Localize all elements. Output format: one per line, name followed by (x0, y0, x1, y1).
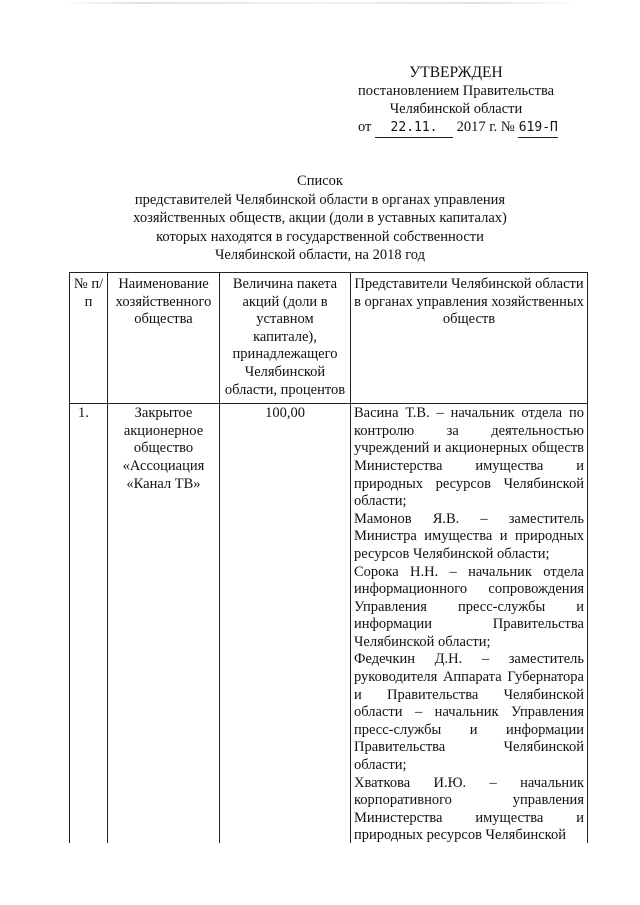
scan-edge-artifact (60, 2, 580, 4)
table-header-row (70, 273, 588, 404)
heading-line-3: хозяйственных обществ, акции (доли в уставных капиталах) (133, 210, 507, 226)
row-share: 100,00 (220, 404, 351, 847)
approval-number: 619-П (518, 119, 558, 138)
approval-title: УТВЕРЖДЕН (409, 64, 503, 81)
list-heading (100, 172, 540, 265)
approval-prefix: от (358, 119, 372, 135)
representative-item: Хваткова И.Ю. – начальник корпоративного управления Министерства имущества и природных ресурсов Челябинской (354, 774, 584, 844)
page-bottom-margin (69, 843, 588, 905)
heading-line-5: Челябинской области, на 2018 год (214, 247, 425, 263)
heading-line-1: Список (297, 173, 343, 189)
representatives-table (69, 272, 588, 847)
approval-line-1: постановлением Правительства (357, 83, 555, 99)
header-num: № п/п (70, 273, 108, 404)
approval-stamp (340, 64, 572, 138)
row-company-name: Закрытое акционерное общество «Ассоциация «Канал ТВ» (108, 404, 220, 847)
approval-date: 22.11. (375, 119, 453, 138)
table-row (70, 404, 588, 847)
heading-line-2: представителей Челябинской области в органах управления (134, 191, 506, 208)
representative-item: Васина Т.В. – начальник отдела по контролю за деятельностью учреждений и акционерных обществ Министерства имущества и природных ресурсов Челябинской области; (354, 405, 584, 510)
approval-line-2: Челябинской области (389, 101, 523, 117)
representative-item: Мамонов Я.В. – заместитель Министра имущества и природных ресурсов Челябинской области; (354, 510, 584, 562)
heading-line-4: которых находятся в государственной собственности (156, 228, 484, 245)
header-share: Величина пакета акций (доли в уставном капитале), принадлежащего Челябинской области, процентов (220, 273, 351, 404)
row-num: 1. (70, 404, 108, 847)
header-name: Наименование хозяйственного общества (108, 273, 220, 404)
representative-item: Сорока Н.Н. – начальник отдела информационного сопровождения Управления пресс-службы и информации Правительства Челябинской области; (354, 563, 584, 650)
representative-item: Федечкин Д.Н. – заместитель руководителя Аппарата Губернатора и Правительства Челябинской области – начальник Управления пресс-службы и информации Правительства Челябинской области; (354, 651, 584, 774)
row-representatives (351, 404, 588, 847)
header-reps: Представители Челябинской области в органах управления хозяйственных обществ (351, 273, 588, 404)
approval-date-line (340, 118, 572, 138)
approval-year-suffix: 2017 г. № (456, 119, 515, 135)
